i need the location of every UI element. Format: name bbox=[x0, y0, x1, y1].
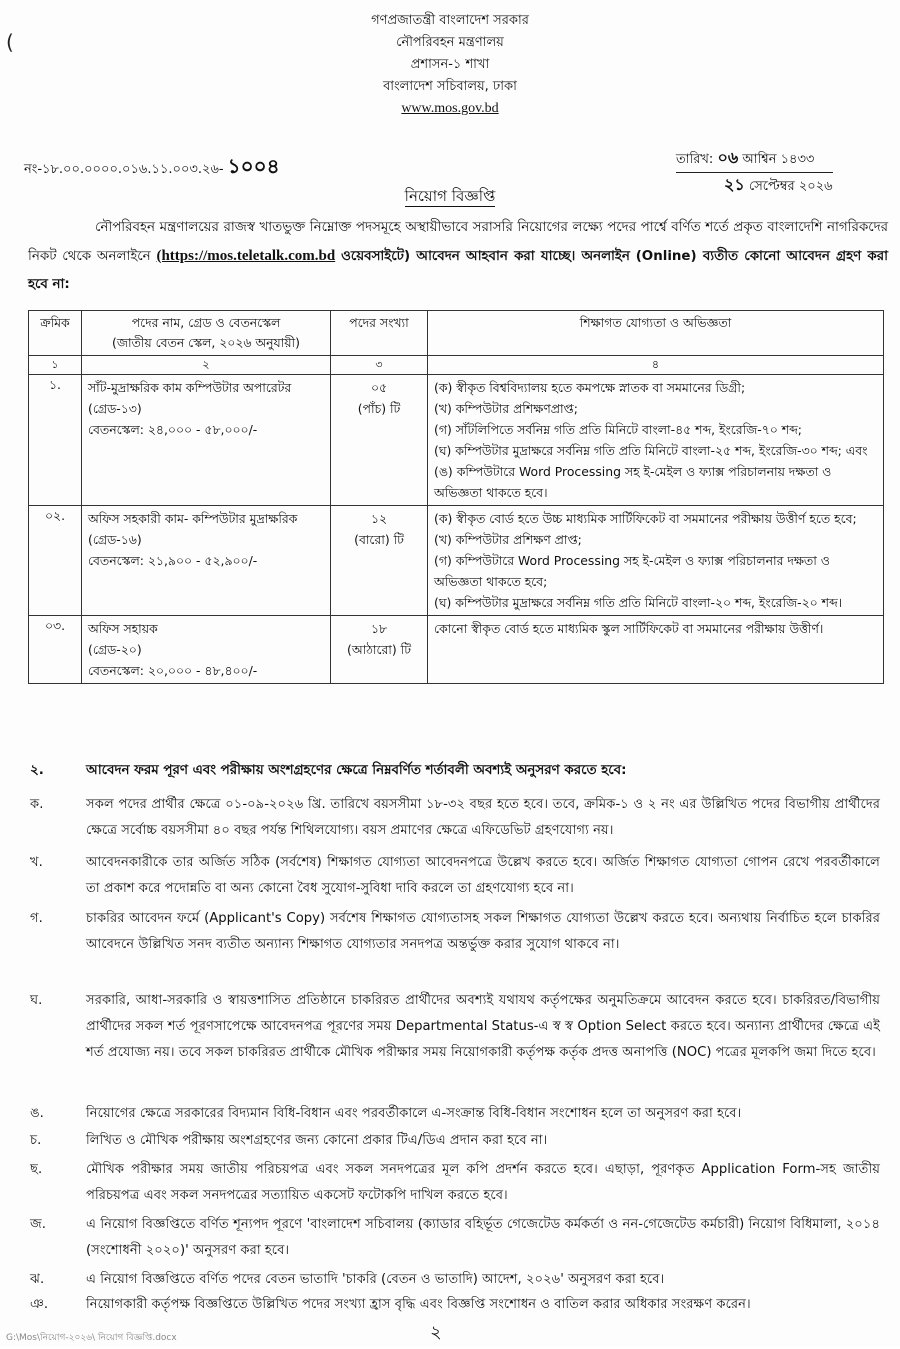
punch-hole-mark: ( bbox=[6, 30, 14, 54]
condition-text: এ নিয়োগ বিজ্ঞপ্তিতে বর্ণিত পদের বেতন ভাতাদি 'চাকরি (বেতন ও ভাতাদি) আদেশ, ২০২৬' অনুসরণ করা হবে। bbox=[86, 1272, 665, 1287]
condition-text: নিয়োগকারী কর্তৃপক্ষ বিজ্ঞপ্তিতে উল্লিখিত পদের সংখ্যা হ্রাস বৃদ্ধি এবং বিজ্ঞপ্তি সংশোধন ও বাতিল করার অধিকার সংরক্ষণ করেন। bbox=[86, 1297, 751, 1312]
condition-label: ঘ. bbox=[30, 993, 43, 1008]
qualification-item: (ঙ) কম্পিউটারে Word Processing সহ ই-মেইল ও ফ্যাক্স পরিচালনায় দক্ষতা ও অভিজ্ঞতা থাকতে হবে। bbox=[434, 464, 832, 500]
row-serial: ০২. bbox=[29, 506, 82, 616]
qualification-item: কোনো স্বীকৃত বোর্ড হতে মাধ্যমিক স্কুল সার্টিফিকেট বা সমমানের পরীক্ষায় উত্তীর্ণ। bbox=[434, 621, 824, 636]
condition-label: জ. bbox=[30, 1217, 46, 1232]
qualification-item: (খ) কম্পিউটার প্রশিক্ষণপ্রাপ্ত; bbox=[434, 401, 578, 416]
post-count-words: (পাঁচ) টি bbox=[357, 401, 401, 416]
memo-number-text: নং-১৮.০০.০০০০.০১৬.১১.০০৩.২৬- bbox=[24, 162, 224, 177]
notice-title: নিয়োগ বিজ্ঞপ্তি bbox=[404, 187, 496, 205]
qualification-item: (ক) স্বীকৃত বিশ্ববিদ্যালয় হতে কমপক্ষে স্নাতক বা সমমানের ডিগ্রী; bbox=[434, 380, 746, 395]
section-number: ২. bbox=[30, 763, 44, 778]
header-post: পদের নাম, গ্রেড ও বেতনস্কেল (জাতীয় বেতন স্কেল, ২০২৬ অনুযায়ী) bbox=[82, 311, 331, 356]
header-count: পদের সংখ্যা bbox=[331, 311, 428, 356]
date-month-english: সেপ্টেম্বর ২০২৬ bbox=[748, 179, 833, 194]
header-qualification: শিক্ষাগত যোগ্যতা ও অভিজ্ঞতা bbox=[428, 311, 884, 356]
post-scale: বেতনস্কেল: ২১,৯০০ - ৫২,৯০০/- bbox=[88, 553, 258, 568]
table-row bbox=[29, 375, 884, 506]
qualification-item: (খ) কম্পিউটার প্রশিক্ষণ প্রাপ্ত; bbox=[434, 532, 582, 547]
condition-text: সরকারি, আধা-সরকারি ও স্বায়ত্তশাসিত প্রতিষ্ঠানে চাকরিরত প্রার্থীদের অবশ্যই যথাযথ কর্তৃপক্ষের অনুমতিক্রমে আবেদন করতে হবে। চাকরিরত/বিভাগীয় প্রার্থীদের সকল শর্ত পূরণসাপেক্ষে আবেদনপত্র পূরণের সময় Departmental Status-এ স্ব স্ব Option Select করতে হবে। অন্যান্য প্রার্থীদের ক্ষেত্রে এই শর্ত প্রযোজ্য নয়। তবে সকল চাকরিরত প্রার্থীকে মৌখিক পরীক্ষার সময় নিয়োগকারী কর্তৃপক্ষ কর্তৃক প্রদত্ত অনাপত্তি (NOC) পত্রের মূলকপি জমা দিতে হবে। bbox=[86, 993, 880, 1060]
row-count bbox=[331, 375, 428, 506]
table-row bbox=[29, 506, 884, 616]
condition-item bbox=[28, 988, 880, 1066]
website-link[interactable]: www.mos.gov.bd bbox=[401, 101, 499, 116]
date-day-english: ২১ bbox=[724, 175, 745, 194]
intro-part2: ওয়েবসাইটে) আবেদন আহবান করা যাচ্ছে। অনলাইন bbox=[341, 249, 630, 264]
post-count: ০৫ bbox=[370, 380, 388, 395]
condition-item bbox=[28, 1292, 880, 1318]
intro-paragraph bbox=[28, 214, 888, 299]
memo-number bbox=[24, 152, 280, 185]
qualification-item: (ক) স্বীকৃত বোর্ড হতে উচ্চ মাধ্যমিক সার্টিফিকেট বা সমমানের পরীক্ষায় উত্তীর্ণ হতে হবে; bbox=[434, 511, 857, 526]
row-serial: ০৩. bbox=[29, 616, 82, 684]
qualification-item: (গ) সাঁটলিপিতে সর্বনিম্ন গতি প্রতি মিনিটে বাংলা-৪৫ শব্দ, ইংরেজি-৭০ শব্দ; bbox=[434, 422, 802, 437]
ministry-name: নৌপরিবহন মন্ত্রণালয় bbox=[396, 35, 504, 50]
column-number-row bbox=[29, 356, 884, 375]
condition-item bbox=[28, 1267, 880, 1293]
column-number: ১ bbox=[29, 356, 82, 375]
post-count: ১২ bbox=[370, 511, 388, 526]
condition-text: লিখিত ও মৌখিক পরীক্ষায় অংশগ্রহণের জন্য কোনো প্রকার টিএ/ডিএ প্রদান করা হবে না। bbox=[86, 1133, 548, 1148]
condition-text: এ নিয়োগ বিজ্ঞপ্তিতে বর্ণিত শূন্যপদ পূরণে 'বাংলাদেশ সচিবালয় (ক্যাডার বহির্ভূত গেজেটেড কর্মকর্তা ও নন-গেজেটেড কর্মচারী) নিয়োগ বিধিমালা, ২০১৪ (সংশোধনী ২০২০)' অনুসরণ করা হবে। bbox=[86, 1217, 880, 1258]
column-number: ৪ bbox=[428, 356, 884, 375]
section-heading-text: আবেদন ফরম পূরণ এবং পরীক্ষায় অংশগ্রহণের ক্ষেত্রে নিম্নবর্ণিত শর্তাবলী অবশ্যই অনুসরণ করতে হবে: bbox=[86, 763, 627, 778]
column-number: ২ bbox=[82, 356, 331, 375]
post-name: সাঁট-মুদ্রাক্ষরিক কাম কম্পিউটার অপারেটর bbox=[88, 380, 292, 395]
section-2-heading bbox=[30, 760, 626, 782]
condition-item bbox=[28, 1128, 880, 1154]
memo-handwritten-number: ১০০৪ bbox=[227, 154, 280, 178]
condition-text: মৌখিক পরীক্ষার সময় জাতীয় পরিচয়পত্র এবং সকল সনদপত্রের মূল কপি প্রদর্শন করতে হবে। এছাড়া, পূরণকৃত Application Form-সহ জাতীয় পরিচয়পত্র এবং সকল সনদপত্রের সত্যায়িত একসেট ফটোকপি দাখিল করতে হবে। bbox=[86, 1162, 880, 1203]
qualification-item: (গ) কম্পিউটারে Word Processing সহ ই-মেইল ও ফ্যাক্স পরিচালনার দক্ষতা ও অভিজ্ঞতা থাকতে হবে; bbox=[434, 553, 830, 589]
condition-text: সকল পদের প্রার্থীর ক্ষেত্রে ০১-০৯-২০২৬ খ্রি. তারিখে বয়সসীমা ১৮-৩২ বছর হতে হবে। তবে, ক্রমিক-১ ও ২ নং এর উল্লিখিত পদের বিভাগীয় প্রার্থীদের ক্ষেত্রে সর্বোচ্চ বয়সসীমা ৪০ বছর পর্যন্ত শিথিলযোগ্য। বয়স প্রমাণের ক্ষেত্রে এফিডেভিট গ্রহণযোগ্য নয়। bbox=[86, 797, 880, 838]
row-post bbox=[82, 506, 331, 616]
post-count: ১৮ bbox=[370, 621, 388, 636]
post-scale: বেতনস্কেল: ২৪,০০০ - ৫৮,০০০/- bbox=[88, 422, 258, 437]
date-label: তারিখ: bbox=[676, 152, 714, 167]
letterhead bbox=[0, 10, 900, 120]
condition-item bbox=[28, 906, 880, 958]
application-url[interactable]: (https://mos.teletalk.com.bd bbox=[156, 248, 336, 264]
row-qualifications bbox=[428, 506, 884, 616]
row-serial: ১. bbox=[29, 375, 82, 506]
condition-label: খ. bbox=[30, 855, 43, 870]
post-grade: (গ্রেড-১৩) bbox=[88, 401, 142, 416]
condition-label: ঙ. bbox=[30, 1106, 44, 1121]
post-scale: বেতনস্কেল: ২০,০০০ - ৪৮,৪০০/- bbox=[88, 663, 258, 678]
condition-item bbox=[28, 850, 880, 902]
condition-label: চ. bbox=[30, 1133, 42, 1148]
table-row bbox=[29, 616, 884, 684]
branch-name: প্রশাসন-১ শাখা bbox=[410, 57, 490, 72]
condition-item bbox=[28, 1212, 880, 1264]
table-header-row bbox=[29, 311, 884, 356]
column-number: ৩ bbox=[331, 356, 428, 375]
header-serial: ক্রমিক bbox=[29, 311, 82, 356]
condition-label: ঞ. bbox=[30, 1297, 49, 1312]
condition-text: চাকরির আবেদন ফর্মে (Applicant's Copy) সর্বশেষ শিক্ষাগত যোগ্যতাসহ সকল শিক্ষাগত যোগ্যতা উল্লেখ করতে হবে। অন্যথায় নির্বাচিত হলে চাকরির আবেদনে উল্লিখিত সনদ ব্যতীত অন্যান্য শিক্ষাগত যোগ্যতার সনদপত্র অন্তর্ভুক্ত করার সুযোগ থাকবে না। bbox=[86, 911, 880, 952]
row-qualifications bbox=[428, 616, 884, 684]
post-grade: (গ্রেড-২০) bbox=[88, 642, 142, 657]
condition-text: নিয়োগের ক্ষেত্রে সরকারের বিদ্যমান বিধি-বিধান এবং পরবর্তীকালে এ-সংক্রান্ত বিধি-বিধান সংশোধন হলে তা অনুসরণ করা হবে। bbox=[86, 1106, 742, 1121]
office-address: বাংলাদেশ সচিবালয়, ঢাকা bbox=[383, 79, 517, 94]
post-name: অফিস সহকারী কাম- কম্পিউটার মুদ্রাক্ষরিক bbox=[88, 511, 298, 526]
date-month-bangla: আশ্বিন ১৪৩৩ bbox=[742, 152, 815, 167]
vacancy-table bbox=[28, 310, 884, 684]
condition-item bbox=[28, 1157, 880, 1209]
condition-text: আবেদনকারীকে তার অর্জিত সঠিক (সর্বশেষ) শিক্ষাগত যোগ্যতা আবেদনপত্রে উল্লেখ করতে হবে। অর্জিত শিক্ষাগত যোগ্যতা গোপন রেখে পরবর্তীকালে তা প্রকাশ করে পদোন্নতি বা অন্য কোনো বৈধ সুযোগ-সুবিধা দাবি করলে তা গ্রহণযোগ্য হবে না। bbox=[86, 855, 880, 896]
row-post bbox=[82, 375, 331, 506]
row-count bbox=[331, 616, 428, 684]
post-grade: (গ্রেড-১৬) bbox=[88, 532, 142, 547]
post-count-words: (বারো) টি bbox=[354, 532, 404, 547]
file-path: G:\Mos\নিয়োগ-২০২৬\ নিয়োগ বিজ্ঞপ্তি.docx bbox=[6, 1333, 177, 1343]
page-number: ২ bbox=[430, 1322, 442, 1343]
row-post bbox=[82, 616, 331, 684]
govt-name: গণপ্রজাতন্ত্রী বাংলাদেশ সরকার bbox=[371, 13, 529, 28]
date-day-bangla: ০৬ bbox=[717, 148, 739, 167]
post-name: অফিস সহায়ক bbox=[88, 621, 158, 636]
row-qualifications bbox=[428, 375, 884, 506]
condition-label: ঝ. bbox=[30, 1272, 45, 1287]
condition-label: ক. bbox=[30, 797, 44, 812]
post-count-words: (আঠারো) টি bbox=[347, 642, 411, 657]
condition-item bbox=[28, 1101, 880, 1127]
intro-part1: নৌপরিবহন মন্ত্রণালয়ের রাজস্ব খাতভুক্ত নিম্নোক্ত পদসমূহে অস্থায়ীভাবে সরাসরি নিয়োগের লক্ষ্যে পদের পার্শ্বে বর্ণিত শর্তে প্রকৃত বাংলাদেশি নাগরিকদের নিকট থেকে অনলাইনে bbox=[28, 220, 888, 264]
row-count bbox=[331, 506, 428, 616]
condition-label: ছ. bbox=[30, 1162, 43, 1177]
intro-part3: (Online) ব্যতীত কোনো আবেদন গ্রহণ করা হবে না: bbox=[28, 249, 888, 292]
condition-label: গ. bbox=[30, 911, 43, 926]
qualification-item: (ঘ) কম্পিউটার মুদ্রাক্ষরে সর্বনিম্ন গতি প্রতি মিনিটে বাংলা-২০ শব্দ, ইংরেজি-২০ শব্দ। bbox=[434, 595, 843, 610]
condition-item bbox=[28, 792, 880, 844]
qualification-item: (ঘ) কম্পিউটার মুদ্রাক্ষরে সর্বনিম্ন গতি প্রতি মিনিটে বাংলা-২৫ শব্দ, ইংরেজি-৩০ শব্দ; এবং bbox=[434, 443, 868, 458]
